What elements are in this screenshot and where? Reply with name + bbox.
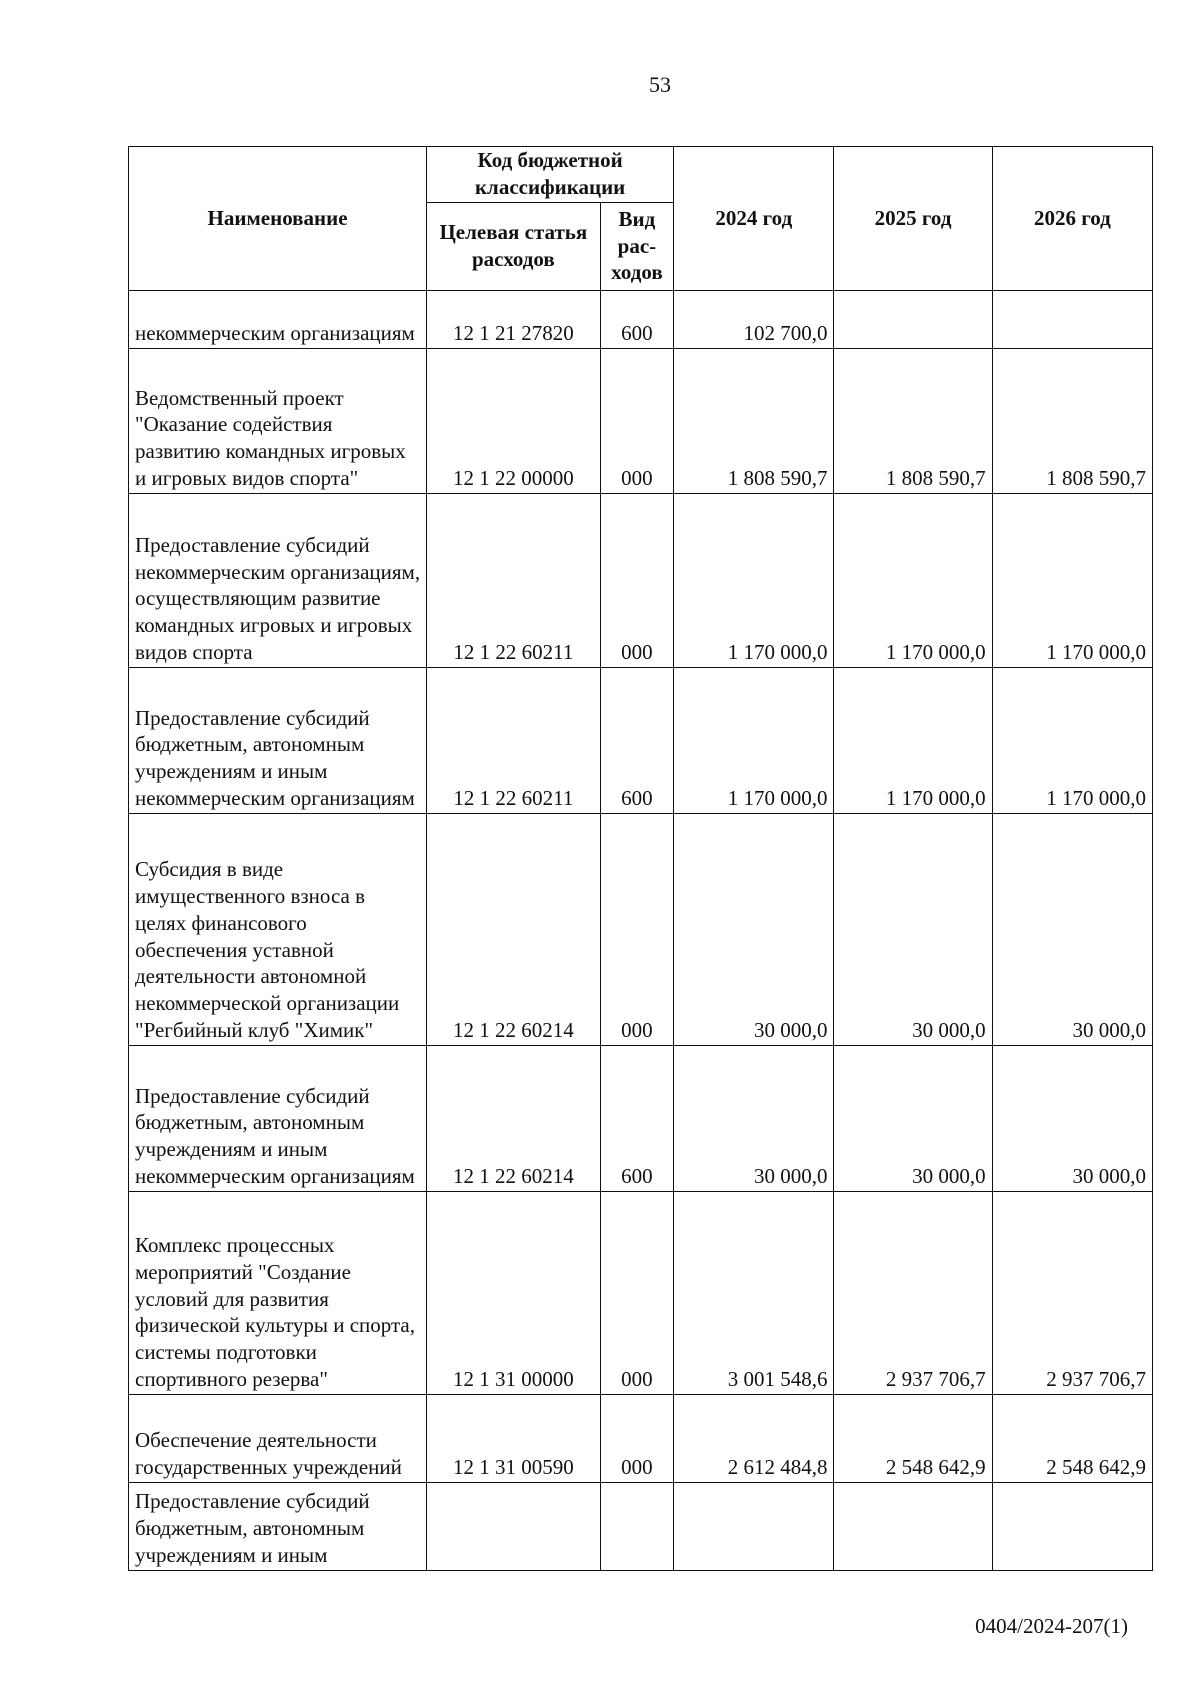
row-value-2024: 30 000,0 — [674, 814, 834, 1046]
row-target-code — [427, 1483, 601, 1571]
row-value-2025: 30 000,0 — [834, 814, 992, 1046]
table-row — [129, 349, 1153, 494]
row-value-2025: 30 000,0 — [834, 1046, 992, 1192]
table-row — [129, 814, 1153, 1046]
row-value-2025: 1 170 000,0 — [834, 668, 992, 814]
row-value-2025: 1 808 590,7 — [834, 349, 992, 494]
row-value-2024: 30 000,0 — [674, 1046, 834, 1192]
header-2025: 2025 год — [834, 147, 992, 291]
budget-table — [128, 146, 1153, 1571]
row-value-2026 — [992, 1483, 1152, 1571]
row-expense-kind: 000 — [600, 814, 674, 1046]
header-budget-code: Код бюджетной классификации — [427, 147, 674, 203]
header-2026: 2026 год — [992, 147, 1152, 291]
row-target-code: 12 1 31 00590 — [427, 1395, 601, 1483]
row-value-2024: 1 170 000,0 — [674, 668, 834, 814]
row-value-2024: 2 612 484,8 — [674, 1395, 834, 1483]
row-expense-kind: 000 — [600, 1192, 674, 1395]
row-value-2026: 2 548 642,9 — [992, 1395, 1152, 1483]
document-code: 0404/2024-207(1) — [975, 1614, 1128, 1638]
row-value-2026: 2 937 706,7 — [992, 1192, 1152, 1395]
row-name: Ведомственный проект "Оказание содействия развитию командных игровых и игровых видов спорта" — [129, 349, 427, 494]
table-row — [129, 1192, 1153, 1395]
table-row — [129, 1483, 1153, 1571]
row-value-2024 — [674, 1483, 834, 1571]
table-row — [129, 494, 1153, 668]
row-value-2024: 102 700,0 — [674, 291, 834, 349]
table-row — [129, 1395, 1153, 1483]
row-target-code: 12 1 22 60214 — [427, 814, 601, 1046]
row-target-code: 12 1 21 27820 — [427, 291, 601, 349]
row-name: Обеспечение деятельности государственных учреждений — [129, 1395, 427, 1483]
header-expense-kind: Вид рас-ходов — [600, 203, 674, 291]
table-row — [129, 1046, 1153, 1192]
row-value-2025: 2 937 706,7 — [834, 1192, 992, 1395]
header-target-article: Целевая статья расходов — [427, 203, 601, 291]
row-name: Субсидия в виде имущественного взноса в целях финансового обеспечения уставной деятельности автономной некоммерческой организации "Регбийный клуб "Химик" — [129, 814, 427, 1046]
header-2024: 2024 год — [674, 147, 834, 291]
row-value-2025: 2 548 642,9 — [834, 1395, 992, 1483]
row-value-2026: 1 170 000,0 — [992, 668, 1152, 814]
row-target-code: 12 1 31 00000 — [427, 1192, 601, 1395]
row-name: Комплекс процессных мероприятий "Создание условий для развития физической культуры и спорта, системы подготовки спортивного резерва" — [129, 1192, 427, 1395]
row-expense-kind: 000 — [600, 1395, 674, 1483]
row-value-2024: 1 808 590,7 — [674, 349, 834, 494]
row-target-code: 12 1 22 60214 — [427, 1046, 601, 1192]
row-expense-kind: 000 — [600, 494, 674, 668]
row-name: Предоставление субсидий некоммерческим организациям, осуществляющим развитие командных игровых и игровых видов спорта — [129, 494, 427, 668]
row-value-2026: 1 170 000,0 — [992, 494, 1152, 668]
row-target-code: 12 1 22 60211 — [427, 494, 601, 668]
row-expense-kind: 600 — [600, 1046, 674, 1192]
row-expense-kind — [600, 1483, 674, 1571]
row-value-2025 — [834, 1483, 992, 1571]
row-name: Предоставление субсидий бюджетным, автономным учреждениям и иным — [129, 1483, 427, 1571]
table-row — [129, 291, 1153, 349]
row-value-2026: 30 000,0 — [992, 814, 1152, 1046]
row-value-2024: 3 001 548,6 — [674, 1192, 834, 1395]
row-expense-kind: 600 — [600, 291, 674, 349]
row-value-2026: 1 808 590,7 — [992, 349, 1152, 494]
row-name: Предоставление субсидий бюджетным, автономным учреждениям и иным некоммерческим организациям — [129, 668, 427, 814]
row-value-2025: 1 170 000,0 — [834, 494, 992, 668]
row-expense-kind: 000 — [600, 349, 674, 494]
row-name: некоммерческим организациям — [129, 291, 427, 349]
header-name: Наименование — [129, 147, 427, 291]
row-value-2025 — [834, 291, 992, 349]
row-value-2024: 1 170 000,0 — [674, 494, 834, 668]
row-value-2026: 30 000,0 — [992, 1046, 1152, 1192]
row-expense-kind: 600 — [600, 668, 674, 814]
row-value-2026 — [992, 291, 1152, 349]
row-target-code: 12 1 22 60211 — [427, 668, 601, 814]
table-row — [129, 668, 1153, 814]
page-number: 53 — [649, 72, 671, 97]
row-name: Предоставление субсидий бюджетным, автономным учреждениям и иным некоммерческим организациям — [129, 1046, 427, 1192]
row-target-code: 12 1 22 00000 — [427, 349, 601, 494]
